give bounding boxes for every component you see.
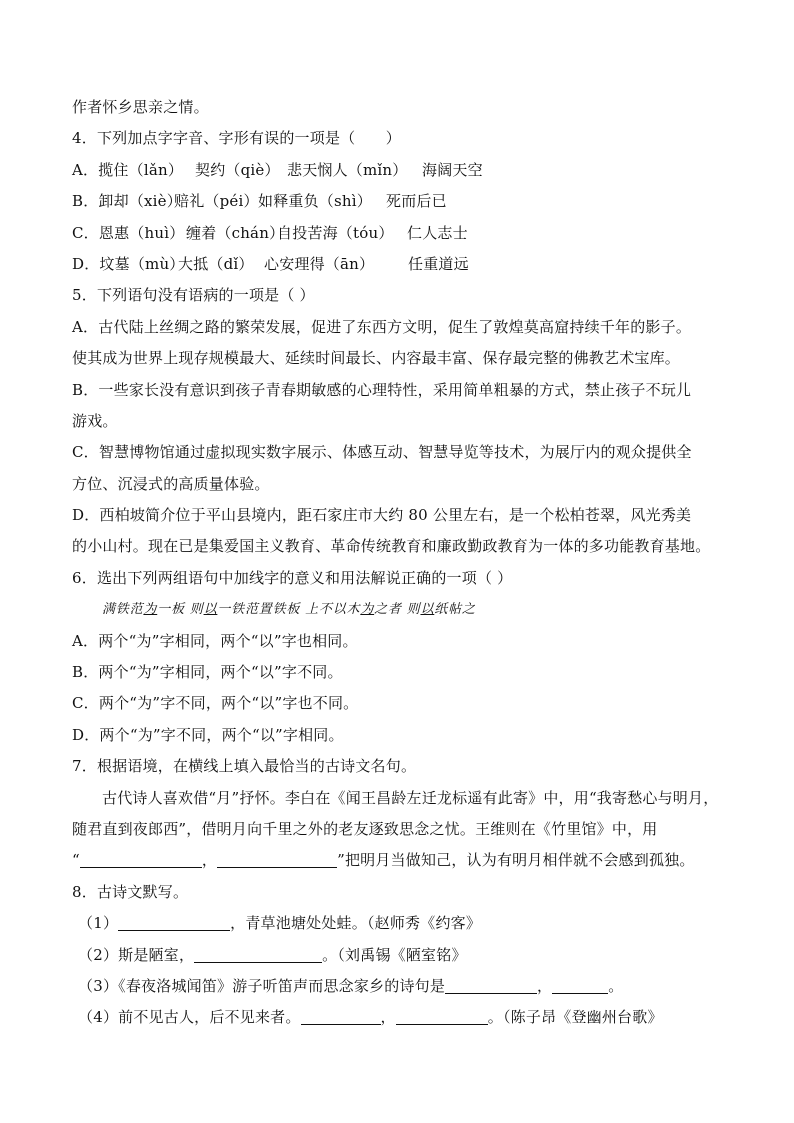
quote-text: 一板 则 xyxy=(157,602,204,618)
option-part: C．恩惠（huì） xyxy=(72,223,185,242)
option-part: A．揽住（lǎn） xyxy=(72,160,184,179)
question-7-paragraph: 古代诗人喜欢借“月”抒怀。李白在《闻王昌龄左迁龙标遥有此寄》中，用“我寄愁心与明月， xyxy=(102,788,719,807)
item-text: 。（陈子昂《登幽州台歌》 xyxy=(487,1008,663,1027)
underlined-char: 为 xyxy=(360,602,375,618)
item-number: （1） xyxy=(78,914,119,933)
option-part: 大抵（dǐ） xyxy=(178,254,254,273)
item-text: 。（刘禹锡《陋室铭》 xyxy=(322,945,467,964)
underlined-char: 以 xyxy=(203,602,218,618)
question-6-quote xyxy=(72,594,732,625)
question-6-option-c: C．两个“为”字不同，两个“以”字也不同。 xyxy=(72,694,359,713)
question-4-option-a xyxy=(72,155,732,186)
option-part: 赔礼（péi） xyxy=(174,192,259,211)
question-6-option-b: B．两个“为”字相同，两个“以”字不同。 xyxy=(72,663,343,682)
question-8-stem: 8．古诗文默写。 xyxy=(72,882,189,901)
document-page xyxy=(72,92,732,1034)
quote-text: 一铁范置铁板 上不以木 xyxy=(217,602,361,618)
option-part: 如释重负（shì） xyxy=(258,192,372,211)
question-7-fill-line xyxy=(72,845,732,876)
underlined-char: 以 xyxy=(420,602,435,618)
option-part: 自投苦海（tóu） xyxy=(277,223,394,242)
option-part: 悲天悯人（mǐn） xyxy=(287,160,408,179)
item-text: （4）前不见古人，后不见来者。 xyxy=(78,1008,301,1027)
question-6-option-a: A．两个“为”字相同，两个“以”字也相同。 xyxy=(72,631,358,650)
item-text: ，青草池塘处处蛙。（赵师秀《约客》 xyxy=(230,914,482,933)
question-5-option-d-cont: 的小山村。现在已是集爱国主义教育、革命传统教育和廉政勤政教育为一体的多功能教育基地。 xyxy=(72,537,711,556)
option-part: B．卸却（xiè） xyxy=(72,192,182,211)
text-rest: ”把明月当做知己，认为有明月相伴就不会感到孤独。 xyxy=(337,851,695,870)
question-4-option-b xyxy=(72,186,732,217)
question-8-item-3 xyxy=(72,971,732,1002)
answer-blank[interactable] xyxy=(301,1006,381,1025)
question-5-option-c: C．智慧博物馆通过虚拟现实数字展示、体感互动、智慧导览等技术，为展厅内的观众提供全 xyxy=(72,443,692,462)
quote-mark: “ xyxy=(72,851,80,870)
option-part: 缠着（chán） xyxy=(186,223,285,242)
option-part: 仁人志士 xyxy=(407,223,468,242)
underlined-char: 为 xyxy=(143,602,158,618)
answer-blank[interactable] xyxy=(118,912,230,931)
question-4-option-c xyxy=(72,218,732,249)
item-text: 。 xyxy=(608,976,624,995)
answer-blank[interactable] xyxy=(80,849,202,868)
question-7-paragraph-cont: 随君直到夜郎西”，借明月向千里之外的老友逐致思念之忧。王维则在《竹里馆》中，用 xyxy=(72,819,658,838)
item-text: （2）斯是陋室， xyxy=(78,945,195,964)
text-line: 作者怀乡思亲之情。 xyxy=(72,98,209,116)
comma: ， xyxy=(537,976,553,995)
option-part: 海阔天空 xyxy=(422,160,483,179)
answer-blank[interactable] xyxy=(217,849,337,868)
quote-text: 满铁范 xyxy=(102,602,144,618)
item-text: （3）《春夜洛城闻笛》游子听笛声而思念家乡的诗句是 xyxy=(78,976,446,995)
question-5-option-b-cont: 游戏。 xyxy=(72,411,118,430)
question-5-stem: 5．下列语句没有语病的一项是（ ） xyxy=(72,286,315,305)
question-5-option-b: B．一些家长没有意识到孩子青春期敏感的心理特性，采用简单粗暴的方式，禁止孩子不玩儿 xyxy=(72,380,692,399)
comma: ， xyxy=(380,1008,396,1027)
question-7-stem: 7．根据语境，在横线上填入最恰当的古诗文名句。 xyxy=(72,757,417,776)
comma: ， xyxy=(201,851,218,870)
answer-blank[interactable] xyxy=(396,1006,488,1025)
question-8-item-4 xyxy=(72,1002,732,1033)
option-part: 契约（qiè） xyxy=(195,160,280,179)
answer-blank[interactable] xyxy=(445,975,537,994)
question-5-option-a: A．古代陆上丝绸之路的繁荣发展，促进了东西方文明，促生了敦煌莫高窟持续千年的影子。 xyxy=(72,317,692,336)
question-6-option-d: D．两个“为”字不同，两个“以”字相同。 xyxy=(72,725,344,744)
question-5-option-d: D．西柏坡简介位于平山县境内，距石家庄市大约 80 公里左右，是一个松柏苍翠，风光秀美 xyxy=(72,506,692,525)
option-part: 任重道远 xyxy=(408,254,469,273)
option-part: 死而后已 xyxy=(386,192,447,211)
question-8-item-2 xyxy=(72,940,732,971)
question-8-item-1 xyxy=(72,908,732,939)
option-part: D．坟墓（mù） xyxy=(72,254,185,273)
answer-blank[interactable] xyxy=(552,975,608,994)
quote-text: 纸帖之 xyxy=(434,602,476,618)
question-5-option-c-cont: 方位、沉浸式的高质量体验。 xyxy=(72,474,270,493)
option-part: 心安理得（ān） xyxy=(264,254,375,273)
question-4-option-d xyxy=(72,249,732,280)
question-6-stem: 6．选出下列两组语句中加线字的意义和用法解说正确的一项（ ） xyxy=(72,568,513,587)
question-5-option-a-cont: 使其成为世界上现存规模最大、延续时间最长、内容最丰富、保存最完整的佛教艺术宝库。 xyxy=(72,349,681,368)
quote-text: 之者 则 xyxy=(374,602,421,618)
answer-blank[interactable] xyxy=(194,944,322,963)
question-4-stem: 4．下列加点字字音、字形有误的一项是（ ） xyxy=(72,129,401,148)
